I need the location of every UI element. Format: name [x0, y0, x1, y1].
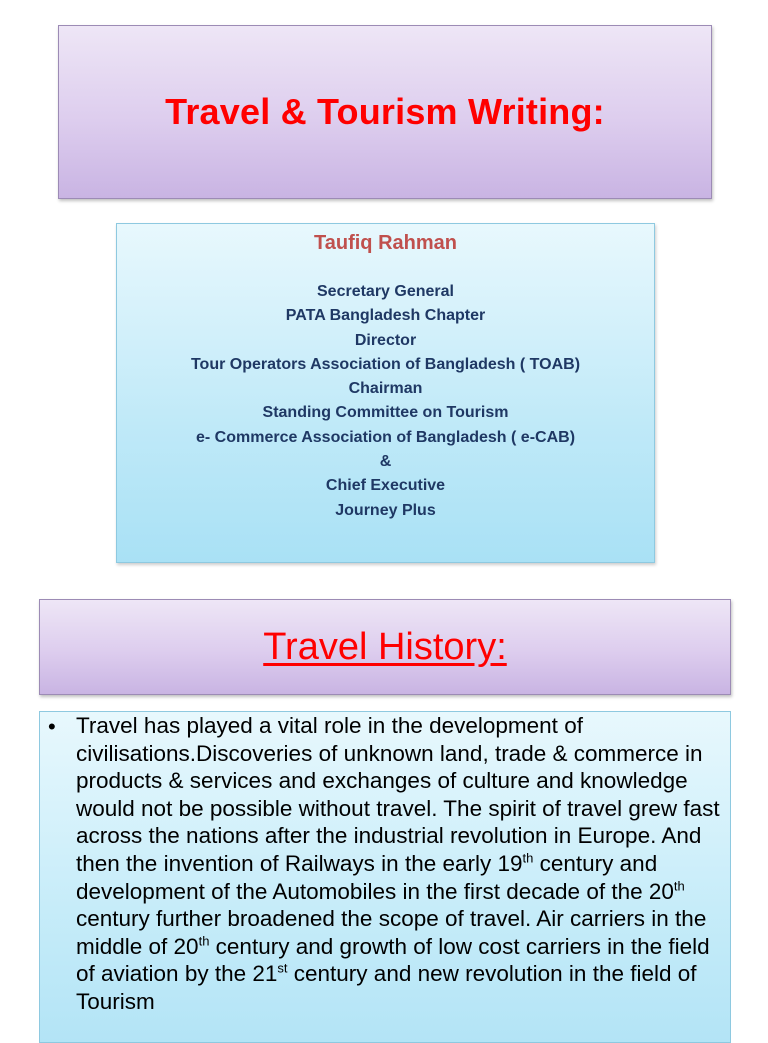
role-line: Journey Plus [335, 501, 436, 519]
paragraph-text: century and growth of low cost carriers in the field of aviation by the 21 [76, 933, 710, 987]
author-name: Taufiq Rahman [314, 232, 457, 254]
role-line: Standing Committee on Tourism [262, 404, 509, 422]
section-heading-banner [39, 599, 731, 695]
ordinal-suffix: th [198, 933, 210, 949]
role-line: Secretary General [317, 283, 454, 300]
role-line: Tour Operators Association of Bangladesh ( TOAB) [190, 355, 581, 373]
role-line: PATA Bangladesh Chapter [285, 307, 486, 325]
role-line: Chief Executive [325, 477, 446, 495]
section-heading: Travel History: [263, 625, 507, 668]
author-info-box [116, 223, 655, 563]
role-line: & [379, 453, 392, 471]
history-paragraph [76, 712, 726, 1016]
paragraph-text: century and development of the Automobiles in the first decade of the 20 [76, 850, 674, 904]
ordinal-suffix: th [673, 878, 685, 894]
author-roles [117, 280, 654, 523]
ordinal-suffix: th [522, 850, 534, 866]
paragraph-text: Travel has played a vital role in the development of civilisations.Discoveries of unknown land, trade & commerce in products & services and exchanges of culture and knowledge would not be possible without travel. The spirit of travel grew fast across the nations after the industrial revolution in Europe. And then the invention of Railways in the early 19 [76, 713, 720, 876]
history-body-box [39, 711, 731, 1043]
title-banner [58, 25, 712, 199]
page-title: Travel & Tourism Writing: [165, 91, 605, 132]
ordinal-suffix: st [277, 960, 288, 976]
paragraph-text: century further broadened the scope of travel. Air carriers in the middle of 20 [76, 906, 707, 959]
role-line: Director [354, 331, 417, 349]
role-line: Chairman [348, 380, 423, 398]
role-line: e- Commerce Association of Bangladesh ( e-CAB) [195, 428, 576, 446]
bullet-marker: • [48, 714, 56, 739]
paragraph-text: century and new revolution in the field of Tourism [76, 961, 697, 1014]
